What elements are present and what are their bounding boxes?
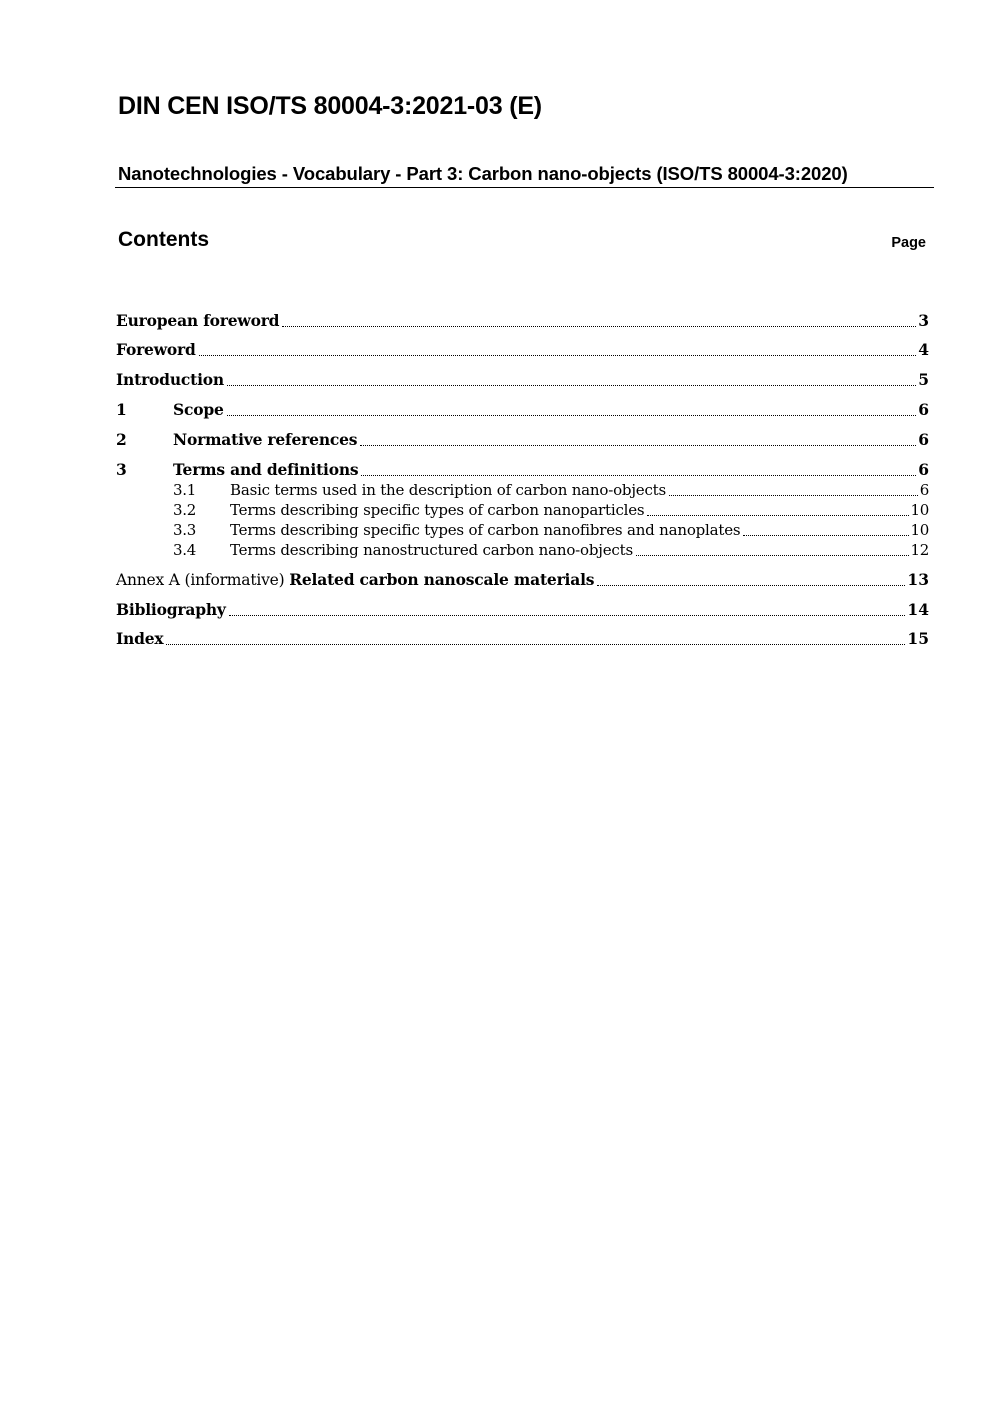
toc-entry-normative-references[interactable] — [116, 430, 929, 450]
toc-entry-scope[interactable] — [116, 400, 929, 420]
toc-entry-page: 12 — [910, 541, 929, 559]
toc-entry-title: Foreword — [116, 340, 196, 359]
toc-entry-european-foreword[interactable] — [116, 311, 929, 331]
toc-entry-3-1[interactable] — [173, 480, 929, 500]
dot-leader — [282, 326, 916, 327]
dot-leader — [199, 355, 917, 356]
toc-entry-number: 3.1 — [173, 481, 196, 499]
dot-leader — [227, 385, 916, 386]
dot-leader — [743, 535, 908, 536]
toc-entry-page: 4 — [918, 340, 929, 359]
toc-entry-number: 3.4 — [173, 541, 196, 559]
toc-entry-page: 15 — [907, 629, 929, 648]
toc-entry-3-4[interactable] — [173, 540, 929, 560]
toc-entry-title: Bibliography — [116, 600, 226, 619]
toc-entry-title: Basic terms used in the description of carbon nano-objects — [230, 481, 666, 499]
toc-entry-number: 1 — [116, 400, 127, 419]
toc-entry-title: Index — [116, 629, 164, 648]
document-subtitle: Nanotechnologies - Vocabulary - Part 3: Carbon nano-objects (ISO/TS 80004-3:2020) — [118, 163, 848, 184]
toc-entry-3-3[interactable] — [173, 520, 929, 540]
toc-entry-number: 3.2 — [173, 501, 196, 519]
toc-entry-number: 2 — [116, 430, 127, 449]
toc-entry-page: 10 — [910, 521, 929, 539]
toc-entry-introduction[interactable] — [116, 370, 929, 390]
toc-entry-annex-a[interactable] — [116, 570, 929, 590]
toc-entry-title: Normative references — [173, 430, 358, 449]
page-column-label: Page — [891, 235, 926, 251]
dot-leader — [166, 644, 905, 645]
toc-entry-title: Terms describing specific types of carbon nanoparticles — [230, 501, 645, 519]
subtitle-underline — [115, 187, 934, 188]
toc-entry-index[interactable] — [116, 629, 929, 649]
dot-leader — [647, 515, 908, 516]
dot-leader — [227, 415, 917, 416]
annex-prefix: Annex A (informative) — [116, 571, 290, 589]
toc-entry-3-2[interactable] — [173, 500, 929, 520]
toc-entry-title: European foreword — [116, 311, 280, 330]
toc-entry-page: 13 — [907, 570, 929, 589]
toc-entry-page: 6 — [919, 481, 929, 499]
toc-entry-page: 5 — [918, 370, 929, 389]
contents-heading: Contents — [118, 228, 209, 251]
toc-entry-page: 6 — [918, 430, 929, 449]
toc-entry-page: 6 — [918, 460, 929, 479]
toc-entry-page: 6 — [918, 400, 929, 419]
toc-entry-page: 10 — [910, 501, 929, 519]
dot-leader — [361, 475, 916, 476]
toc-entry-number: 3 — [116, 460, 127, 479]
toc-entry-title — [116, 570, 594, 590]
toc-entry-title: Terms and definitions — [173, 460, 359, 479]
annex-title: Related carbon nanoscale materials — [289, 570, 595, 589]
toc-entry-title: Scope — [173, 400, 224, 419]
dot-leader — [229, 615, 906, 616]
dot-leader — [360, 445, 916, 446]
dot-leader — [669, 495, 918, 496]
toc-entry-title: Terms describing specific types of carbon nanofibres and nanoplates — [230, 521, 741, 539]
toc-entry-bibliography[interactable] — [116, 600, 929, 620]
dot-leader — [597, 585, 905, 586]
toc-entry-page: 14 — [907, 600, 929, 619]
toc-entry-terms-and-definitions[interactable] — [116, 460, 929, 480]
toc-entry-title: Introduction — [116, 370, 224, 389]
document-title: DIN CEN ISO/TS 80004-3:2021-03 (E) — [118, 92, 542, 120]
toc-entry-page: 3 — [918, 311, 929, 330]
toc-entry-number: 3.3 — [173, 521, 196, 539]
toc-entry-title: Terms describing nanostructured carbon nano-objects — [230, 541, 633, 559]
toc-entry-foreword[interactable] — [116, 340, 929, 360]
dot-leader — [636, 555, 909, 556]
